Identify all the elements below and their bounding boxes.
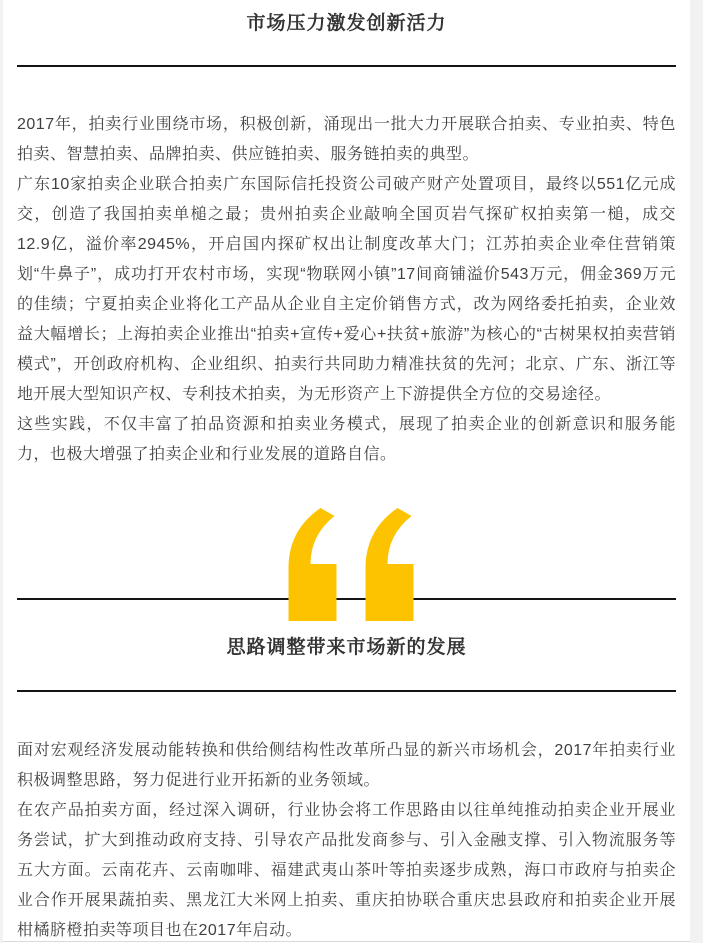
bottom-divider bbox=[3, 941, 690, 942]
paragraph: 广东10家拍卖企业联合拍卖广东国际信托投资公司破产财产处置项目，最终以551亿元成交，创造了我国拍卖单槌之最；贵州拍卖企业敲响全国页岩气探矿权拍卖第一槌，成交12.9亿，溢价率2945%，开启国内探矿权出让制度改革大门；江苏拍卖企业牵住营销策划“牛鼻子”，成功打开农村市场，实现“物联网小镇”17间商铺溢价543万元，佣金369万元的佳绩；宁夏拍卖企业将化工产品从企业自主定价销售方式，改为网络委托拍卖，企业效益大幅增长；上海拍卖企业推出“拍卖+宣传+爱心+扶贫+旅游”为核心的“古树果权拍卖营销模式”，开创政府机构、企业组织、拍卖行共同助力精准扶贫的先河；北京、广东、浙江等地开展大型知识产权、专利技术拍卖，为无形资产上下游提供全方位的交易途径。 bbox=[17, 176, 676, 403]
paragraph: 在农产品拍卖方面，经过深入调研，行业协会将工作思路由以往单纯推动拍卖企业开展业务尝试，扩大到推动政府支持、引导农产品批发商参与、引入金融支撑、引入物流服务等五大方面。云南花卉、云南咖啡、福建武夷山茶叶等拍卖逐步成熟，海口市政府与拍卖企业合作开展果蔬拍卖、黑龙江大米网上拍卖、重庆拍协联合重庆忠县政府和拍卖企业开展柑橘脐橙拍卖等项目也在2017年启动。 bbox=[17, 802, 676, 939]
paragraph: 这些实践，不仅丰富了拍品资源和拍卖业务模式，展现了拍卖企业的创新意识和服务能力，也极大增强了拍卖企业和行业发展的道路自信。 bbox=[17, 416, 676, 463]
section-2-body bbox=[17, 736, 676, 943]
article-page bbox=[3, 0, 690, 943]
double-quote-icon bbox=[280, 508, 413, 621]
paragraph: 2017年，拍卖行业围绕市场，积极创新，涌现出一批大力开展联合拍卖、专业拍卖、特色拍卖、智慧拍卖、品牌拍卖、供应链拍卖、服务链拍卖的典型。 bbox=[17, 116, 676, 163]
section-title-market-pressure: 市场压力激发创新活力 bbox=[246, 13, 447, 34]
quote-decoration-block bbox=[17, 508, 676, 623]
divider bbox=[17, 65, 676, 67]
section-title-new-development: 思路调整带来市场新的发展 bbox=[226, 637, 467, 658]
paragraph: 面对宏观经济发展动能转换和供给侧结构性改革所凸显的新兴市场机会，2017年拍卖行业积极调整思路，努力促进行业开拓新的业务领域。 bbox=[17, 742, 676, 789]
divider bbox=[17, 690, 676, 692]
section-1-body bbox=[17, 110, 676, 470]
